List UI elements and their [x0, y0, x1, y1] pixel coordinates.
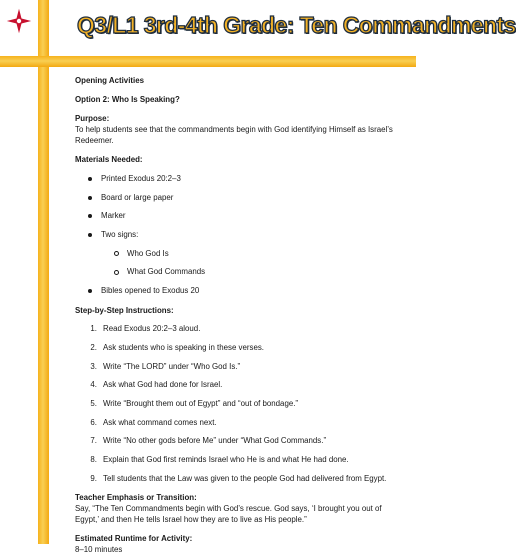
- step-item: [75, 399, 405, 410]
- step-item: [75, 418, 405, 429]
- purpose-heading: Purpose:: [75, 114, 110, 124]
- materials-heading: Materials Needed:: [75, 155, 143, 165]
- step-number: 5.: [90, 399, 97, 409]
- lesson-content: [75, 76, 405, 556]
- sublist-item-text: What God Commands: [127, 267, 206, 277]
- step-number: 4.: [90, 380, 97, 390]
- step-text: Ask students who is speaking in these verses.: [103, 343, 264, 353]
- step-number: 9.: [90, 473, 97, 483]
- list-item: [75, 211, 405, 222]
- runtime-heading: Estimated Runtime for Activity:: [75, 534, 193, 544]
- step-number: 7.: [90, 436, 97, 446]
- step-number: 2.: [90, 343, 97, 353]
- runtime-text: 8–10 minutes: [75, 545, 123, 555]
- cross-emblem-icon: [6, 8, 32, 34]
- step-text: Read Exodus 20:2–3 aloud.: [103, 324, 201, 334]
- step-text: Write “Brought them out of Egypt” and “out of bondage.”: [103, 399, 299, 409]
- purpose-text: To help students see that the commandments begin with God identifying Himself as Israel’s Redeemer.: [75, 125, 393, 145]
- step-text: Ask what command comes next.: [103, 417, 217, 427]
- step-text: Write “The LORD” under “Who God Is.”: [103, 361, 241, 371]
- materials-list: [75, 174, 405, 297]
- step-item: [75, 343, 405, 354]
- opening-heading: Opening Activities: [75, 76, 144, 85]
- page-title: Q3/L1 3rd-4th Grade: Ten Commandments: [77, 12, 516, 38]
- step-item: [75, 324, 405, 335]
- steps-list: [75, 324, 405, 484]
- list-item: [75, 174, 405, 185]
- steps-heading: Step-by-Step Instructions:: [75, 305, 174, 315]
- gold-horizontal-band: [0, 56, 416, 67]
- signs-sublist: [101, 249, 405, 278]
- list-item: [75, 230, 405, 278]
- sublist-item-text: Who God Is: [127, 248, 169, 258]
- step-number: 6.: [90, 417, 97, 427]
- list-item-text: Marker: [101, 211, 126, 221]
- step-item: [75, 436, 405, 447]
- step-text: Write “No other gods before Me” under “What God Commands.”: [103, 436, 327, 446]
- step-number: 3.: [90, 361, 97, 371]
- list-item: [75, 193, 405, 204]
- step-item: [75, 455, 405, 466]
- list-item-text: Board or large paper: [101, 192, 174, 202]
- option-title: Option 2: Who Is Speaking?: [75, 94, 180, 104]
- emphasis-heading: Teacher Emphasis or Transition:: [75, 493, 197, 503]
- list-item: [75, 286, 405, 297]
- step-item: [75, 474, 405, 485]
- list-item-text: Two signs:: [101, 230, 139, 240]
- step-item: [75, 362, 405, 373]
- step-text: Explain that God first reminds Israel who He is and what He had done.: [103, 455, 349, 465]
- sublist-item: [101, 267, 405, 278]
- step-number: 8.: [90, 455, 97, 465]
- step-text: Ask what God had done for Israel.: [103, 380, 223, 390]
- emphasis-text: Say, “The Ten Commandments begin with God’s rescue. God says, ‘I brought you out of Egypt,’ and then He tells Israel how they are to live as His people.”: [75, 504, 382, 524]
- list-item-text: Bibles opened to Exodus 20: [101, 286, 200, 296]
- list-item-text: Printed Exodus 20:2–3: [101, 174, 181, 184]
- step-text: Tell students that the Law was given to the people God had delivered from Egypt.: [103, 473, 387, 483]
- gold-vertical-band: [38, 0, 49, 544]
- step-item: [75, 380, 405, 391]
- sublist-item: [101, 249, 405, 260]
- step-number: 1.: [90, 324, 97, 334]
